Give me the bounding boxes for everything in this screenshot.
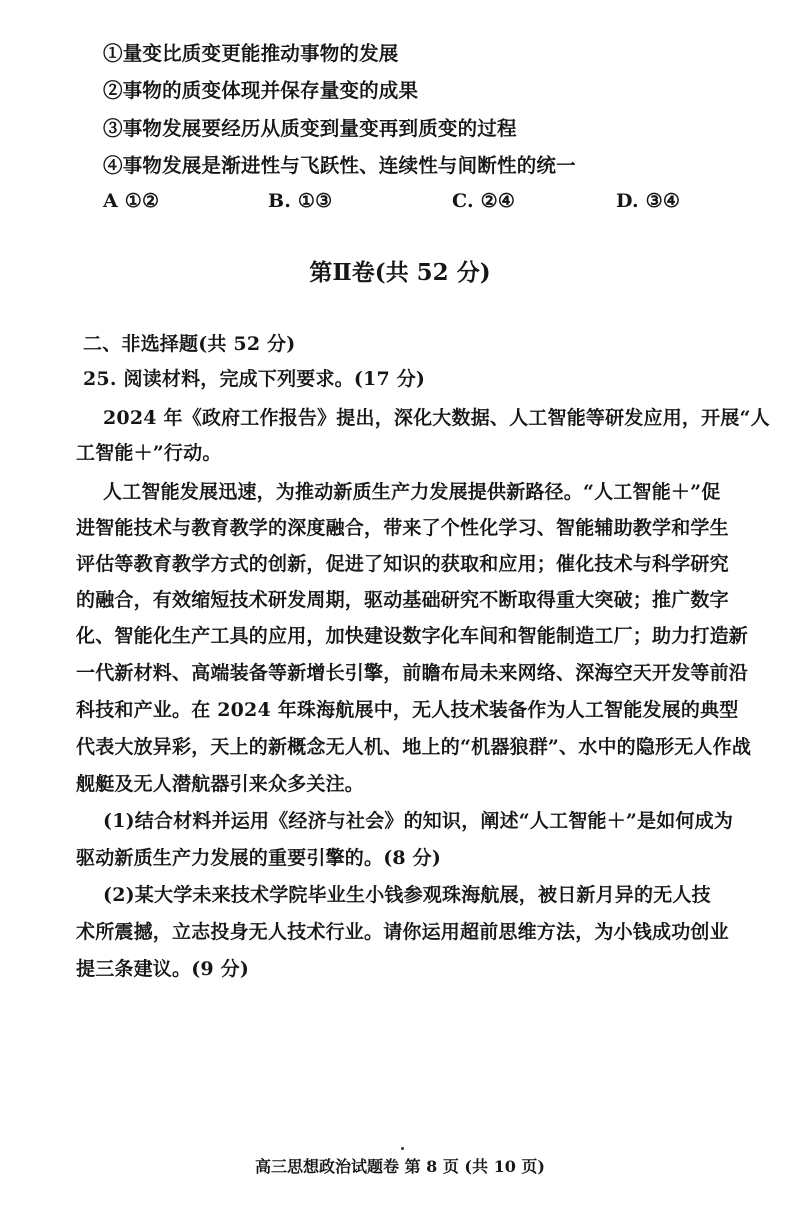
material-2-line-9: 舰艇及无人潜航器引来众多关注。 <box>76 773 365 795</box>
question-25-header: 25. 阅读材料，完成下列要求。(17 分) <box>83 368 426 390</box>
page-footer: 高三思想政治试题卷 第 8 页 (共 10 页) <box>255 1157 545 1176</box>
subquestion-2-line-2: 术所震撼，立志投身无人技术行业。请你运用超前思维方法，为小钱成功创业 <box>76 921 729 943</box>
scan-dot <box>401 1147 404 1150</box>
material-2-line-5: 化、智能化生产工具的应用，加快建设数字化车间和智能制造工厂；助力打造新 <box>76 625 749 647</box>
option-a: A ①② <box>103 190 160 212</box>
statement-4: ④事物发展是渐进性与飞跃性、连续性与间断性的统一 <box>103 154 576 177</box>
material-2-line-1: 人工智能发展迅速，为推动新质生产力发展提供新路径。“人工智能＋”促 <box>103 481 721 503</box>
option-b: B. ①③ <box>268 190 333 212</box>
material-2-line-2: 进智能技术与教育教学的深度融合，带来了个性化学习、智能辅助教学和学生 <box>76 517 729 539</box>
option-c: C. ②④ <box>452 190 516 212</box>
statement-2: ②事物的质变体现并保存量变的成果 <box>103 79 419 102</box>
material-1-line-2: 工智能＋”行动。 <box>76 442 222 464</box>
material-2-line-7: 科技和产业。在 2024 年珠海航展中，无人技术装备作为人工智能发展的典型 <box>76 699 739 721</box>
part-heading: 二、非选择题(共 52 分) <box>83 333 296 355</box>
material-1-line-1: 2024 年《政府工作报告》提出，深化大数据、人工智能等研发应用，开展“人 <box>103 407 770 429</box>
option-d: D. ③④ <box>616 190 681 212</box>
subquestion-1-line-1: (1)结合材料并运用《经济与社会》的知识，阐述“人工智能＋”是如何成为 <box>103 810 734 832</box>
material-2-line-6: 一代新材料、高端装备等新增长引擎，前瞻布局未来网络、深海空天开发等前沿 <box>76 662 749 684</box>
section-title: 第Ⅱ卷(共 52 分) <box>309 259 491 286</box>
material-2-line-4: 的融合，有效缩短技术研发周期，驱动基础研究不断取得重大突破；推广数字 <box>76 589 729 611</box>
subquestion-1-line-2: 驱动新质生产力发展的重要引擎的。(8 分) <box>76 847 442 869</box>
statement-1: ①量变比质变更能推动事物的发展 <box>103 42 399 65</box>
statement-3: ③事物发展要经历从质变到量变再到质变的过程 <box>103 117 517 140</box>
subquestion-2-line-3: 提三条建议。(9 分) <box>76 958 250 980</box>
material-2-line-3: 评估等教育教学方式的创新，促进了知识的获取和应用；催化技术与科学研究 <box>76 553 729 575</box>
material-2-line-8: 代表大放异彩，天上的新概念无人机、地上的“机器狼群”、水中的隐形无人作战 <box>76 736 752 758</box>
subquestion-2-line-1: (2)某大学未来技术学院毕业生小钱参观珠海航展，被日新月异的无人技 <box>103 884 711 906</box>
